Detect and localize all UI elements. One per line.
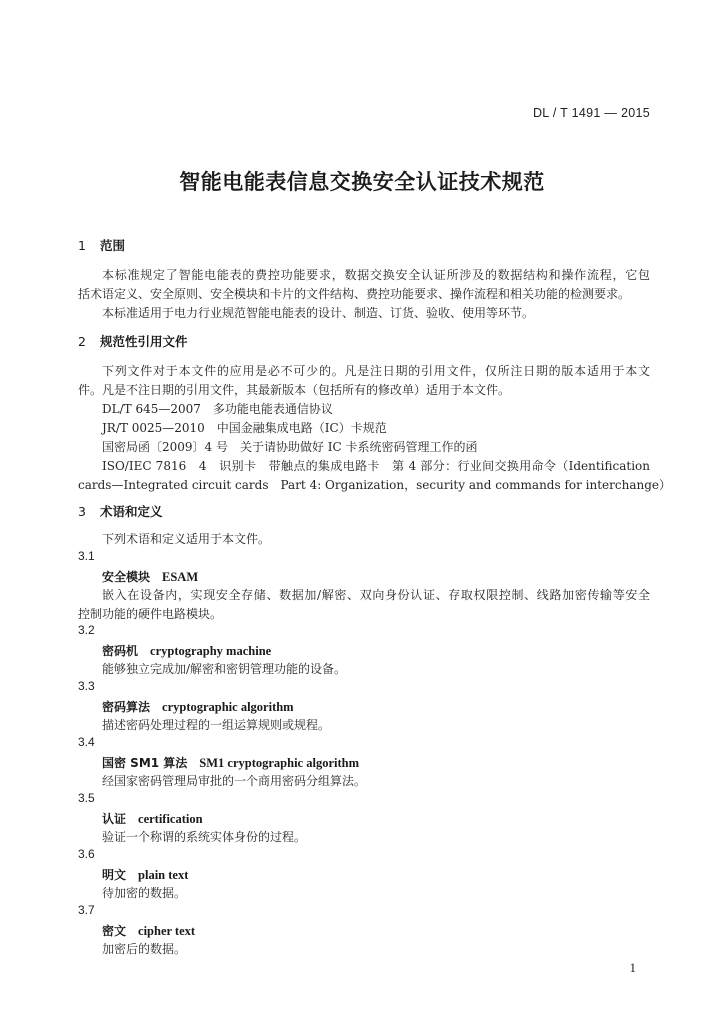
term-heading [102, 810, 203, 827]
term-definition: 描述密码处理过程的一组运算规则或规程。 [102, 718, 331, 732]
term-en: certification [138, 812, 203, 826]
term-heading [102, 698, 294, 715]
term-cn: 国密 SM1 算法 [102, 756, 188, 770]
term-cn: 密文 [102, 924, 127, 938]
paragraph-line: 本标准适用于电力行业规范智能电能表的设计、制造、订货、验收、使用等环节。 [102, 306, 535, 320]
paragraph-line: 下列术语和定义适用于本文件。 [102, 532, 271, 546]
paragraph-line: 括术语定义、安全原则、安全模块和卡片的文件结构、费控功能要求、操作流程和相关功能的检测要求。 [78, 287, 631, 301]
term-cn: 安全模块 [102, 570, 151, 584]
term-en: cipher text [138, 924, 196, 938]
term-definition: 加密后的数据。 [102, 942, 187, 956]
term-en: ESAM [162, 570, 199, 584]
reference-item: JR/T 0025—2010 中国金融集成电路（IC）卡规范 [102, 421, 387, 435]
section-number: 2 [78, 334, 86, 349]
clause-number: 3.5 [78, 791, 95, 805]
section-1-heading [78, 236, 125, 254]
term-en: plain text [138, 868, 189, 882]
term-en: cryptography machine [150, 644, 272, 658]
paragraph-line: 下列文件对于本文件的应用是必不可少的。凡是注日期的引用文件，仅所注日期的版本适用于本文 [102, 364, 650, 378]
clause-number: 3.2 [78, 623, 95, 637]
term-definition: 嵌入在设备内，实现安全存储、数据加/解密、双向身份认证、存取权限控制、线路加密传输等安全 [102, 588, 650, 602]
term-definition: 控制功能的硬件电路模块。 [78, 607, 223, 621]
clause-number: 3.6 [78, 847, 95, 861]
reference-item: DL/T 645—2007 多功能电能表通信协议 [102, 402, 333, 416]
standard-code: DL / T 1491 — 2015 [532, 106, 650, 120]
term-heading [102, 754, 359, 771]
paragraph-line: 件。凡是不注日期的引用文件，其最新版本（包括所有的修改单）适用于本文件。 [78, 383, 511, 397]
clause-number: 3.3 [78, 679, 95, 693]
term-en: SM1 cryptographic algorithm [199, 756, 360, 770]
term-cn: 密码算法 [102, 700, 151, 714]
section-number: 3 [78, 504, 86, 519]
clause-number: 3.4 [78, 735, 95, 749]
term-heading [102, 922, 195, 939]
clause-number: 3.1 [78, 549, 95, 563]
section-3-heading [78, 502, 163, 520]
term-en: cryptographic algorithm [162, 700, 294, 714]
term-definition: 验证一个称谓的系统实体身份的过程。 [102, 830, 307, 844]
term-definition: 经国家密码管理局审批的一个商用密码分组算法。 [102, 774, 367, 788]
term-heading [102, 642, 271, 659]
clause-number: 3.7 [78, 903, 95, 917]
paragraph-line: 本标准规定了智能电能表的费控功能要求，数据交换安全认证所涉及的数据结构和操作流程，它包 [102, 268, 650, 282]
section-title: 规范性引用文件 [100, 334, 188, 349]
term-cn: 认证 [102, 812, 127, 826]
term-definition: 待加密的数据。 [102, 886, 187, 900]
term-cn: 明文 [102, 868, 127, 882]
page-number: 1 [629, 960, 636, 975]
term-definition: 能够独立完成加/解密和密钥管理功能的设备。 [102, 662, 347, 676]
section-2-heading [78, 332, 188, 350]
reference-item: ISO/IEC 7816 4 识别卡 带触点的集成电路卡 第 4 部分：行业间交换用命令（Identification [102, 459, 650, 473]
reference-item: cards—Integrated circuit cards Part 4: Organization，security and commands for interchange） [78, 478, 672, 492]
section-title: 术语和定义 [100, 504, 163, 519]
document-title: 智能电能表信息交换安全认证技术规范 [179, 170, 545, 194]
reference-item: 国密局函〔2009〕4 号 关于请协助做好 IC 卡系统密码管理工作的函 [102, 440, 478, 454]
term-heading [102, 568, 198, 585]
term-cn: 密码机 [102, 644, 139, 658]
term-heading [102, 866, 188, 883]
section-number: 1 [78, 238, 86, 253]
section-title: 范围 [100, 238, 126, 253]
